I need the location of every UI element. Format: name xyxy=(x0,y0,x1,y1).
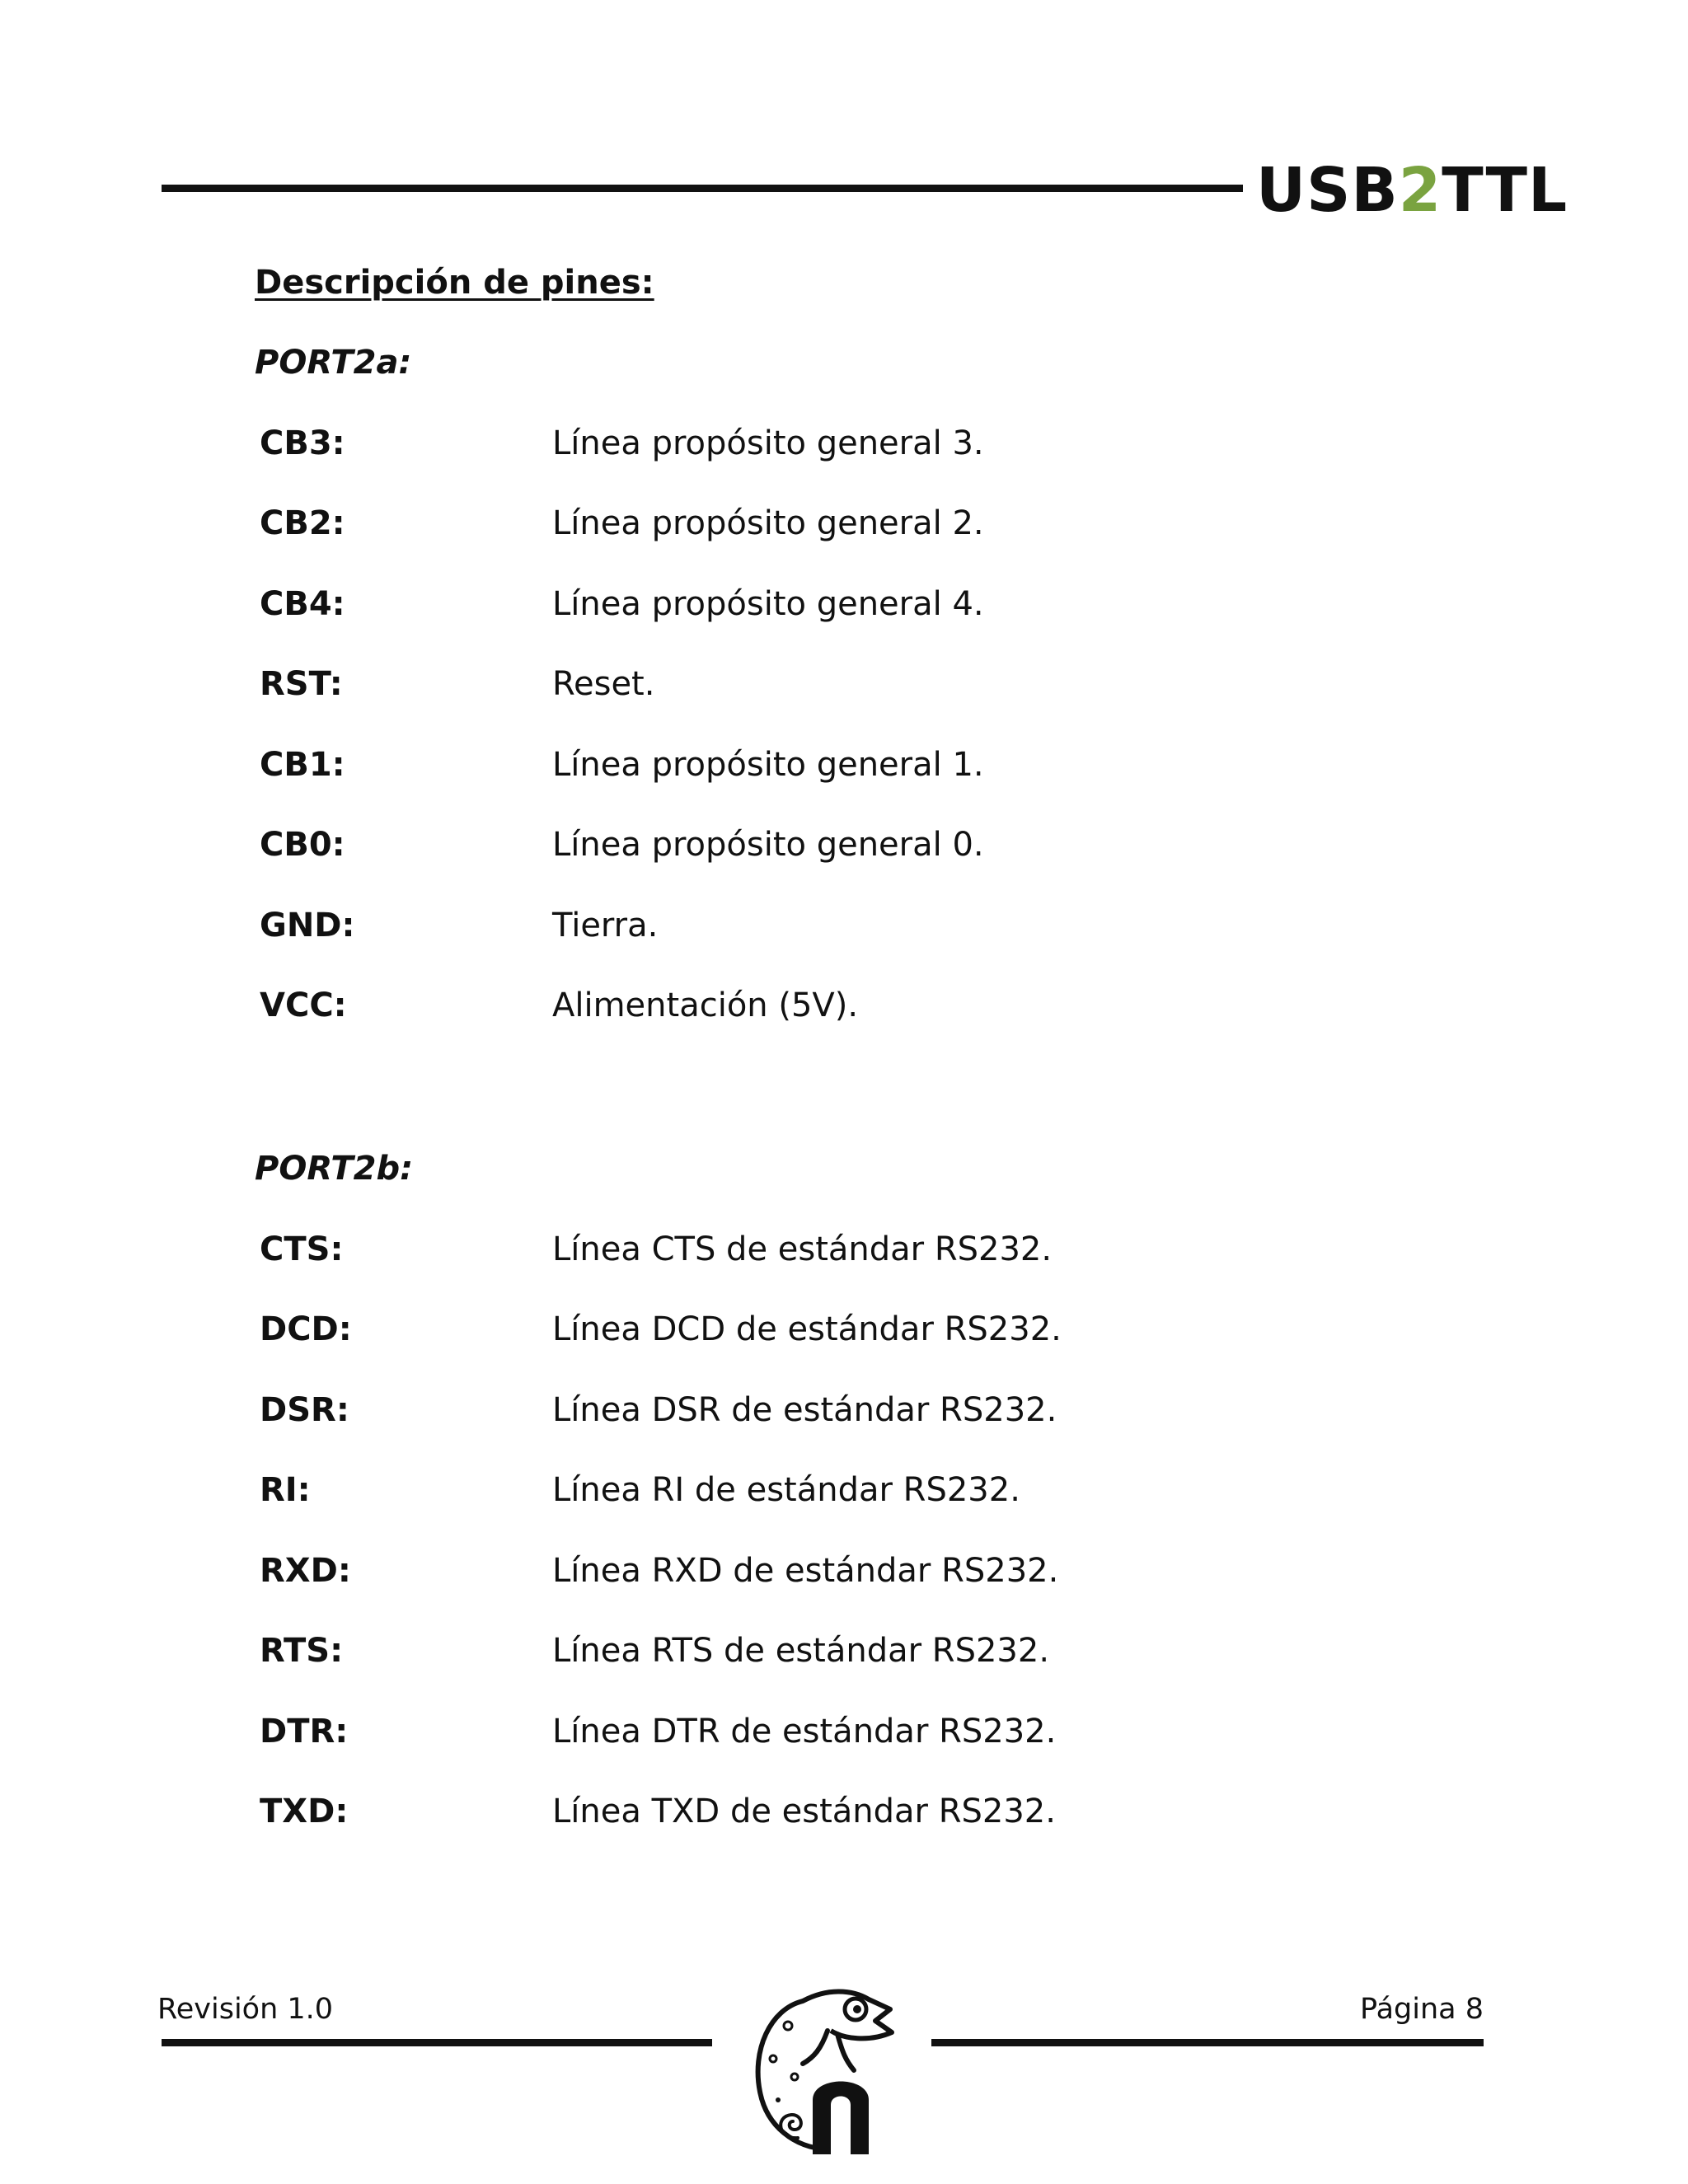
pin-row xyxy=(255,1708,1409,1789)
pin-row xyxy=(255,1628,1409,1708)
pin-description: Línea RTS de estándar RS232. xyxy=(552,1632,1050,1670)
pin-name: CB1: xyxy=(260,745,345,784)
chameleon-logo-icon xyxy=(745,1985,910,2156)
port-title: PORT2a: xyxy=(255,344,412,382)
pin-row xyxy=(255,1306,1409,1387)
pin-row xyxy=(255,1548,1409,1629)
pin-description: Alimentación (5V). xyxy=(552,987,859,1024)
pin-name: CB2: xyxy=(260,504,345,542)
pin-description: Línea propósito general 2. xyxy=(552,504,984,542)
header-rule xyxy=(162,185,1243,192)
pin-description: Línea CTS de estándar RS232. xyxy=(552,1230,1053,1268)
pin-name: DTR: xyxy=(260,1712,349,1750)
pin-description: Línea TXD de estándar RS232. xyxy=(552,1793,1056,1830)
pin-row xyxy=(255,661,1409,742)
pin-name: RXD: xyxy=(260,1551,351,1590)
port-title: PORT2b: xyxy=(255,1150,414,1188)
pin-description: Línea RXD de estándar RS232. xyxy=(552,1551,1059,1590)
pin-description: Línea DSR de estándar RS232. xyxy=(552,1390,1057,1429)
pin-name: CB4: xyxy=(260,584,345,623)
footer-rule-left xyxy=(162,2039,712,2046)
pin-row xyxy=(255,1387,1409,1468)
pin-row xyxy=(255,1467,1409,1548)
title-part-ttl: TTL xyxy=(1442,155,1568,226)
pin-name: GND: xyxy=(260,906,355,944)
pin-description: Línea DTR de estándar RS232. xyxy=(552,1712,1057,1750)
section-heading: Descripción de pines: xyxy=(255,264,654,302)
footer-rule-right xyxy=(931,2039,1484,2046)
pin-row xyxy=(255,1788,1409,1869)
pin-name: RI: xyxy=(260,1471,311,1509)
title-part-2: 2 xyxy=(1398,155,1442,226)
pin-description: Línea propósito general 3. xyxy=(552,424,984,462)
pin-name: VCC: xyxy=(260,987,347,1024)
pin-row xyxy=(255,822,1409,902)
pin-row xyxy=(255,1226,1409,1307)
pin-row xyxy=(255,742,1409,823)
title-part-usb: USB xyxy=(1256,155,1399,226)
pin-description: Reset. xyxy=(552,665,655,703)
pin-description: Línea propósito general 4. xyxy=(552,584,984,623)
pin-description: Línea propósito general 0. xyxy=(552,826,984,864)
pin-name: DSR: xyxy=(260,1390,349,1429)
revision-label: Revisión 1.0 xyxy=(157,1993,334,2026)
pin-row xyxy=(255,500,1409,581)
pin-name: RTS: xyxy=(260,1632,344,1670)
document-title xyxy=(1256,153,1568,227)
pin-description: Línea propósito general 1. xyxy=(552,745,984,784)
pin-row xyxy=(255,420,1409,501)
pin-name: CB3: xyxy=(260,424,345,462)
pin-row xyxy=(255,982,1409,1063)
pin-name: CTS: xyxy=(260,1230,344,1268)
pin-description: Tierra. xyxy=(552,906,659,944)
page-number: Página 8 xyxy=(1360,1993,1484,2026)
pin-name: DCD: xyxy=(260,1310,352,1348)
pin-row xyxy=(255,902,1409,983)
pin-name: TXD: xyxy=(260,1793,349,1830)
port-block-port2b xyxy=(255,1146,1409,1869)
pin-description: Línea RI de estándar RS232. xyxy=(552,1471,1020,1509)
pin-name: RST: xyxy=(260,665,343,703)
pin-row xyxy=(255,581,1409,662)
port-block-port2a xyxy=(255,340,1409,1063)
pin-name: CB0: xyxy=(260,826,345,864)
pin-description: Línea DCD de estándar RS232. xyxy=(552,1310,1062,1348)
